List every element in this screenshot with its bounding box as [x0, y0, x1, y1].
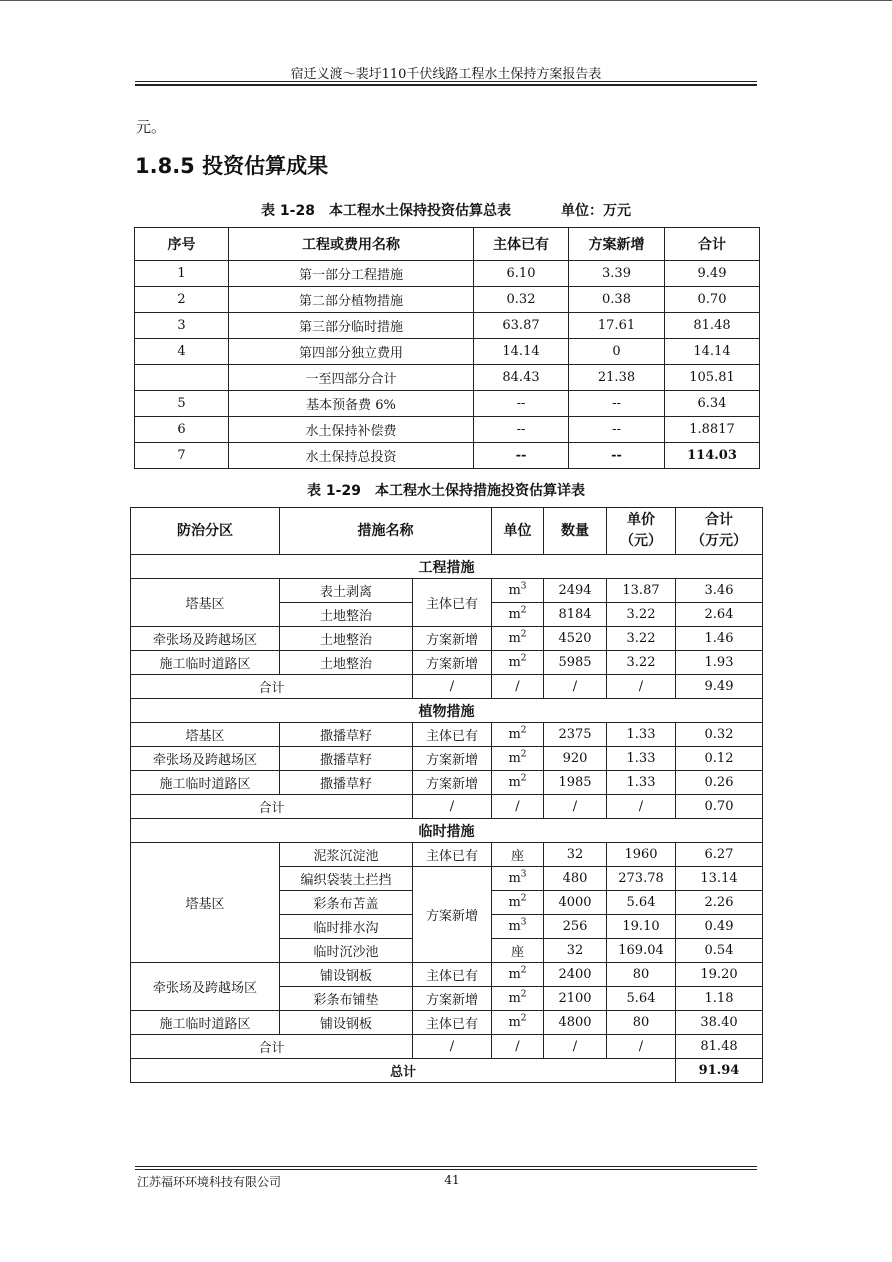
- subtotal-value: 0.70: [676, 795, 763, 819]
- footer-rule-thin: [135, 1169, 757, 1170]
- zone-cell: 牵张场及跨越场区: [131, 747, 280, 771]
- unit-base: m: [508, 1015, 521, 1030]
- total-cell: 1.8817: [665, 417, 760, 443]
- slash-cell: /: [607, 675, 676, 699]
- total-cell: 0.49: [676, 915, 763, 939]
- slash-cell: /: [544, 795, 607, 819]
- footer-company: 江苏福环环境科技有限公司: [137, 1175, 282, 1189]
- added-cell: 3.39: [569, 261, 665, 287]
- slash-cell: /: [607, 795, 676, 819]
- unit-exp: 2: [520, 989, 527, 1000]
- price-header-line2: （元）: [620, 533, 662, 549]
- unit-base: m: [508, 895, 521, 910]
- total-cell: 114.03: [665, 443, 760, 469]
- measure-cell: 临时沉沙池: [280, 939, 413, 963]
- total-cell: 14.14: [665, 339, 760, 365]
- source-cell: 方案新增: [413, 627, 492, 651]
- measure-cell: 土地整治: [280, 651, 413, 675]
- page-top-rule: [0, 0, 892, 1]
- measure-cell: 铺设钢板: [280, 1011, 413, 1035]
- unit-exp: 2: [520, 749, 527, 760]
- investment-summary-table: [134, 227, 760, 469]
- total-header-line1: 合计: [705, 512, 733, 528]
- table-row: [135, 287, 760, 313]
- subtotal-row: [131, 675, 763, 699]
- unit-cell: [492, 627, 544, 651]
- unit-exp: 2: [520, 653, 527, 664]
- slash-cell: /: [544, 1035, 607, 1059]
- unit-cell: [492, 747, 544, 771]
- price-header-line1: 单价: [627, 512, 655, 528]
- total-cell: 6.27: [676, 843, 763, 867]
- unit-cell: [492, 891, 544, 915]
- price-cell: 3.22: [607, 603, 676, 627]
- price-cell: 80: [607, 1011, 676, 1035]
- unit-exp: 2: [520, 629, 527, 640]
- total-cell: 81.48: [665, 313, 760, 339]
- qty-cell: 4800: [544, 1011, 607, 1035]
- table-row: [131, 579, 763, 603]
- unit-cell: [492, 603, 544, 627]
- price-cell: 5.64: [607, 987, 676, 1011]
- total-cell: 19.20: [676, 963, 763, 987]
- text-fragment: 元。: [136, 118, 167, 136]
- unit-base: m: [508, 607, 521, 622]
- name-cell: 第四部分独立费用: [229, 339, 474, 365]
- seq-cell: 4: [135, 339, 229, 365]
- unit-base: m: [508, 583, 521, 598]
- qty-cell: 2494: [544, 579, 607, 603]
- added-cell: 0: [569, 339, 665, 365]
- unit-base: m: [508, 967, 521, 982]
- table2-header-row: [131, 508, 763, 555]
- footer-rule-thin: [135, 1166, 757, 1167]
- qty-header: 数量: [544, 508, 607, 555]
- table1-header-cell: 主体已有: [474, 228, 569, 261]
- qty-cell: 32: [544, 939, 607, 963]
- qty-cell: 4520: [544, 627, 607, 651]
- grand-total-row: [131, 1059, 763, 1083]
- seq-cell: 1: [135, 261, 229, 287]
- section-row-temporary: [131, 819, 763, 843]
- section-heading: 1.8.5 投资估算成果: [135, 154, 329, 178]
- table2-caption: 表 1-29 本工程水土保持措施投资估算详表: [307, 483, 585, 499]
- table1-header-cell: 序号: [135, 228, 229, 261]
- table-row: [135, 339, 760, 365]
- added-cell: --: [569, 391, 665, 417]
- measure-cell: 土地整治: [280, 627, 413, 651]
- price-cell: 5.64: [607, 891, 676, 915]
- table-row: [135, 313, 760, 339]
- name-cell: 一至四部分合计: [229, 365, 474, 391]
- unit-cell: [492, 939, 544, 963]
- qty-cell: 32: [544, 843, 607, 867]
- total-cell: 0.12: [676, 747, 763, 771]
- unit-exp: 3: [520, 581, 527, 592]
- existing-cell: 84.43: [474, 365, 569, 391]
- unit-exp: 3: [520, 917, 527, 928]
- qty-cell: 920: [544, 747, 607, 771]
- unit-cell: [492, 963, 544, 987]
- zone-cell: 施工临时道路区: [131, 771, 280, 795]
- seq-cell: 7: [135, 443, 229, 469]
- unit-base: m: [508, 919, 521, 934]
- table1-body: [135, 261, 760, 469]
- table1-caption: [135, 200, 757, 220]
- price-cell: 1960: [607, 843, 676, 867]
- existing-cell: --: [474, 443, 569, 469]
- header-rule-thin: [135, 81, 757, 82]
- qty-cell: 256: [544, 915, 607, 939]
- unit-base: m: [508, 727, 521, 742]
- qty-cell: 2375: [544, 723, 607, 747]
- source-cell: 主体已有: [413, 963, 492, 987]
- table1-caption-unit: 单位：万元: [560, 203, 631, 219]
- zone-cell: 塔基区: [131, 843, 280, 963]
- price-cell: 19.10: [607, 915, 676, 939]
- slash-cell: /: [544, 675, 607, 699]
- measure-cell: 撒播草籽: [280, 771, 413, 795]
- subtotal-label: 合计: [131, 795, 413, 819]
- name-cell: 第三部分临时措施: [229, 313, 474, 339]
- unit-exp: 3: [520, 869, 527, 880]
- price-cell: 3.22: [607, 627, 676, 651]
- name-cell: 水土保持补偿费: [229, 417, 474, 443]
- measure-cell: 表土剥离: [280, 579, 413, 603]
- added-cell: 21.38: [569, 365, 665, 391]
- subtotal-label: 合计: [131, 1035, 413, 1059]
- seq-cell: 3: [135, 313, 229, 339]
- zone-header: 防治分区: [131, 508, 280, 555]
- table-row: [131, 771, 763, 795]
- table-row: [131, 963, 763, 987]
- price-header: [607, 508, 676, 555]
- unit-cell: [492, 843, 544, 867]
- unit-exp: 2: [520, 893, 527, 904]
- total-cell: 2.26: [676, 891, 763, 915]
- measure-cell: 彩条布苫盖: [280, 891, 413, 915]
- zone-cell: 牵张场及跨越场区: [131, 963, 280, 1011]
- table-row: [131, 843, 763, 867]
- total-cell: 1.46: [676, 627, 763, 651]
- price-cell: 169.04: [607, 939, 676, 963]
- price-cell: 80: [607, 963, 676, 987]
- existing-cell: 63.87: [474, 313, 569, 339]
- measure-cell: 撒播草籽: [280, 723, 413, 747]
- measure-cell: 撒播草籽: [280, 747, 413, 771]
- seq-cell: [135, 365, 229, 391]
- unit-exp: 2: [520, 965, 527, 976]
- price-cell: 1.33: [607, 723, 676, 747]
- source-cell: 主体已有: [413, 579, 492, 627]
- total-header: [676, 508, 763, 555]
- total-cell: 105.81: [665, 365, 760, 391]
- table-row: [131, 747, 763, 771]
- measure-cell: 铺设钢板: [280, 963, 413, 987]
- table-row: [135, 365, 760, 391]
- price-cell: 3.22: [607, 651, 676, 675]
- price-cell: 1.33: [607, 747, 676, 771]
- section-label: 植物措施: [131, 699, 763, 723]
- total-cell: 0.54: [676, 939, 763, 963]
- zone-cell: 塔基区: [131, 723, 280, 747]
- total-cell: 1.93: [676, 651, 763, 675]
- qty-cell: 5985: [544, 651, 607, 675]
- price-cell: 13.87: [607, 579, 676, 603]
- subtotal-value: 9.49: [676, 675, 763, 699]
- unit-base: 座: [510, 945, 524, 960]
- source-cell: 方案新增: [413, 867, 492, 963]
- subtotal-value: 81.48: [676, 1035, 763, 1059]
- unit-cell: [492, 1011, 544, 1035]
- measure-cell: 临时排水沟: [280, 915, 413, 939]
- existing-cell: 6.10: [474, 261, 569, 287]
- unit-cell: [492, 915, 544, 939]
- source-cell: 方案新增: [413, 651, 492, 675]
- subtotal-row: [131, 795, 763, 819]
- source-cell: 主体已有: [413, 843, 492, 867]
- subtotal-label: 合计: [131, 675, 413, 699]
- slash-cell: /: [413, 1035, 492, 1059]
- table-row: [135, 391, 760, 417]
- total-cell: 3.46: [676, 579, 763, 603]
- table-row: [135, 443, 760, 469]
- unit-base: m: [508, 751, 521, 766]
- added-cell: 0.38: [569, 287, 665, 313]
- qty-cell: 4000: [544, 891, 607, 915]
- unit-exp: 2: [520, 725, 527, 736]
- qty-cell: 2400: [544, 963, 607, 987]
- existing-cell: --: [474, 391, 569, 417]
- section-row-vegetation: [131, 699, 763, 723]
- slash-cell: /: [413, 795, 492, 819]
- unit-base: m: [508, 631, 521, 646]
- total-cell: 9.49: [665, 261, 760, 287]
- existing-cell: 0.32: [474, 287, 569, 313]
- measure-cell: 泥浆沉淀池: [280, 843, 413, 867]
- slash-cell: /: [607, 1035, 676, 1059]
- table-row: [131, 723, 763, 747]
- slash-cell: /: [492, 675, 544, 699]
- unit-cell: [492, 579, 544, 603]
- page-number: 41: [444, 1173, 460, 1187]
- table-row: [131, 627, 763, 651]
- section-label: 临时措施: [131, 819, 763, 843]
- added-cell: 17.61: [569, 313, 665, 339]
- source-cell: 方案新增: [413, 747, 492, 771]
- unit-base: 座: [510, 849, 524, 864]
- qty-cell: 8184: [544, 603, 607, 627]
- zone-cell: 塔基区: [131, 579, 280, 627]
- unit-exp: 2: [520, 605, 527, 616]
- price-cell: 273.78: [607, 867, 676, 891]
- seq-cell: 5: [135, 391, 229, 417]
- seq-cell: 6: [135, 417, 229, 443]
- source-cell: 方案新增: [413, 771, 492, 795]
- unit-exp: 2: [520, 773, 527, 784]
- measure-detail-table: [130, 507, 763, 1083]
- grand-total-value: 91.94: [676, 1059, 763, 1083]
- table1-header-cell: 方案新增: [569, 228, 665, 261]
- unit-cell: [492, 651, 544, 675]
- existing-cell: --: [474, 417, 569, 443]
- unit-exp: 2: [520, 1013, 527, 1024]
- total-cell: 0.32: [676, 723, 763, 747]
- unit-cell: [492, 987, 544, 1011]
- unit-cell: [492, 867, 544, 891]
- zone-cell: 施工临时道路区: [131, 1011, 280, 1035]
- name-cell: 第一部分工程措施: [229, 261, 474, 287]
- table1-header-row: [135, 228, 760, 261]
- total-cell: 38.40: [676, 1011, 763, 1035]
- total-cell: 1.18: [676, 987, 763, 1011]
- unit-base: m: [508, 775, 521, 790]
- zone-cell: 牵张场及跨越场区: [131, 627, 280, 651]
- table-row: [135, 417, 760, 443]
- measure-cell: 彩条布铺垫: [280, 987, 413, 1011]
- measure-cell: 土地整治: [280, 603, 413, 627]
- unit-base: m: [508, 871, 521, 886]
- total-cell: 13.14: [676, 867, 763, 891]
- table-row: [131, 651, 763, 675]
- seq-cell: 2: [135, 287, 229, 313]
- table1-caption-title: 表 1-28 本工程水土保持投资估算总表: [261, 203, 511, 219]
- name-cell: 基本预备费 6%: [229, 391, 474, 417]
- table1-header-cell: 合计: [665, 228, 760, 261]
- qty-cell: 480: [544, 867, 607, 891]
- table-row: [131, 1011, 763, 1035]
- source-cell: 方案新增: [413, 987, 492, 1011]
- name-cell: 水土保持总投资: [229, 443, 474, 469]
- price-cell: 1.33: [607, 771, 676, 795]
- subtotal-row: [131, 1035, 763, 1059]
- table1-header-cell: 工程或费用名称: [229, 228, 474, 261]
- name-cell: 第二部分植物措施: [229, 287, 474, 313]
- measure-header: 措施名称: [280, 508, 492, 555]
- section-row-engineering: [131, 555, 763, 579]
- added-cell: --: [569, 443, 665, 469]
- total-cell: 6.34: [665, 391, 760, 417]
- total-cell: 2.64: [676, 603, 763, 627]
- measure-cell: 编织袋装土拦挡: [280, 867, 413, 891]
- unit-base: m: [508, 655, 521, 670]
- added-cell: --: [569, 417, 665, 443]
- total-header-line2: （万元）: [691, 533, 747, 549]
- slash-cell: /: [492, 1035, 544, 1059]
- table-row: [135, 261, 760, 287]
- qty-cell: 1985: [544, 771, 607, 795]
- slash-cell: /: [492, 795, 544, 819]
- zone-cell: 施工临时道路区: [131, 651, 280, 675]
- slash-cell: /: [413, 675, 492, 699]
- source-cell: 主体已有: [413, 723, 492, 747]
- total-cell: 0.70: [665, 287, 760, 313]
- existing-cell: 14.14: [474, 339, 569, 365]
- unit-base: m: [508, 991, 521, 1006]
- qty-cell: 2100: [544, 987, 607, 1011]
- unit-cell: [492, 723, 544, 747]
- section-label: 工程措施: [131, 555, 763, 579]
- source-cell: 主体已有: [413, 1011, 492, 1035]
- unit-header: 单位: [492, 508, 544, 555]
- running-header: 宿迁义渡～裴圩110千伏线路工程水土保持方案报告表: [290, 67, 602, 82]
- grand-total-label: 总计: [131, 1059, 676, 1083]
- total-cell: 0.26: [676, 771, 763, 795]
- unit-cell: [492, 771, 544, 795]
- header-rule-thick: [135, 84, 757, 86]
